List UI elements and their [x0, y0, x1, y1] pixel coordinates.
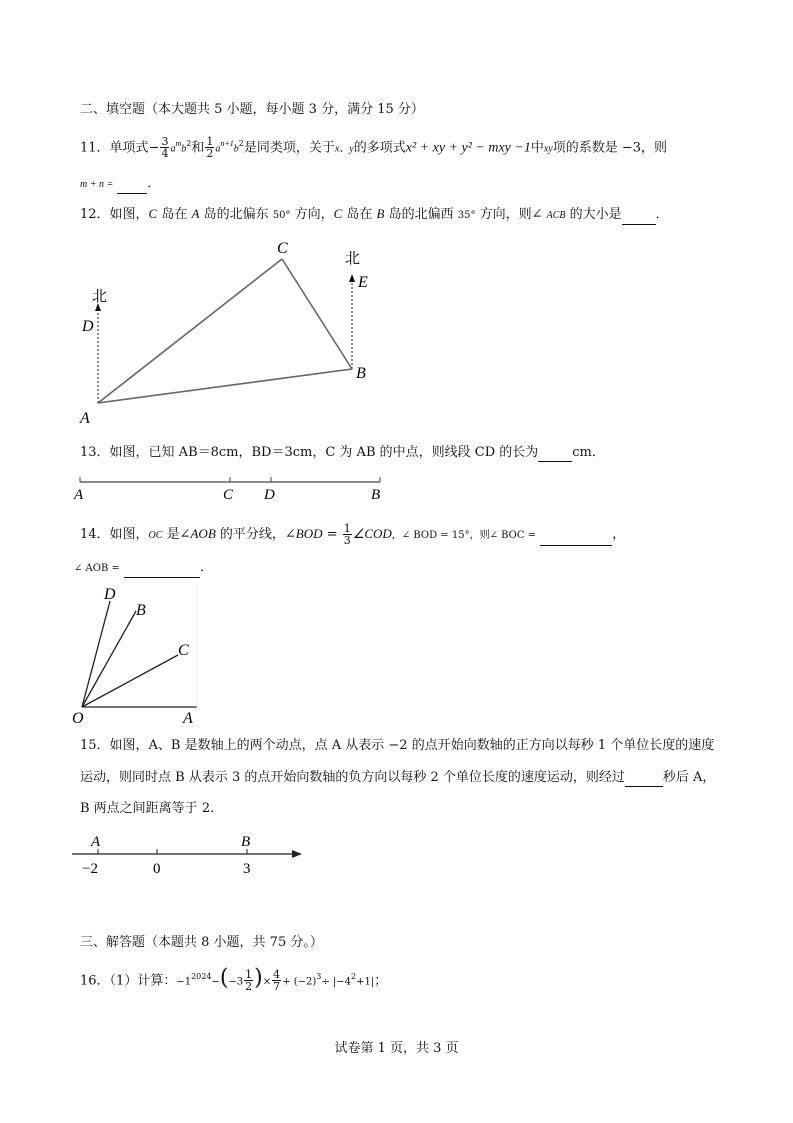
q12-lead: 12．如图， [80, 207, 149, 222]
q16-times: × [262, 976, 272, 988]
q14-answer-blank-2[interactable] [124, 577, 200, 578]
q13-label-a: A [74, 487, 84, 503]
q14-label-a: A [183, 710, 193, 726]
q11-fraction-1 [160, 136, 169, 159]
q14-bod: BOD [295, 526, 323, 541]
q16-expr-b: − [211, 976, 220, 988]
q11-vars: x、y [334, 143, 354, 155]
q12-t6: 方向，则∠ [475, 207, 547, 222]
q14-label-c: C [178, 642, 189, 659]
section-heading-3: 三、解答题（本题共 8 小题，共 75 分。） [80, 935, 323, 950]
question-15-line-3: B 两点之间距离等于 2． [80, 801, 224, 816]
q11-t1b-sup: 2 [186, 139, 192, 148]
q16-mixed-fraction [244, 969, 253, 992]
q11-mid: 中 [530, 140, 544, 156]
q13-label-c: C [223, 487, 234, 503]
q16-f2-den: 7 [273, 980, 281, 994]
q16-f-den: 2 [245, 980, 253, 994]
q16-paren-close: ) [254, 965, 263, 991]
q14-figure [70, 583, 210, 726]
q13-body: 13．如图，已知 AB＝8cm，BD＝3cm，C 为 AB 的中点，则线段 CD 的长为 [80, 445, 539, 460]
q16-f-num: 1 [245, 968, 253, 982]
q14-label-o: O [72, 710, 84, 726]
q11-f2-num: 1 [206, 135, 214, 149]
q12-label-d: D [82, 318, 94, 335]
q12-north-label-1: 北 [92, 289, 108, 305]
page-footer: 试卷第 1 页，共 3 页 [334, 1041, 459, 1056]
q14-lead: 14．如图， [80, 527, 149, 542]
q15-tick-label-neg2: −2 [82, 861, 98, 877]
q14-t3: ，∠ BOD = 15°，则∠ BOC = [391, 530, 537, 541]
q12-b: B [376, 206, 385, 221]
q14-fraction [343, 523, 352, 546]
question-13-text [80, 444, 605, 462]
q11-t1-sup: m [175, 139, 182, 148]
question-15-line-2 [80, 769, 715, 787]
q16-exp3: 2 [351, 972, 357, 981]
q11-t2: a [215, 143, 221, 155]
q11-t2-sup: n+1 [220, 139, 234, 148]
q16-exp: 2024 [191, 972, 212, 981]
q11-t1: a [170, 143, 176, 155]
q11-answer-blank[interactable] [117, 193, 147, 194]
q11-neg: − [148, 140, 160, 156]
q12-label-b: B [356, 365, 366, 382]
q12-segment-cb [282, 259, 352, 369]
q14-t1: 是∠ [162, 527, 191, 542]
q12-t4: 岛在 [342, 207, 377, 222]
q15-line2b: 秒后 A， [662, 770, 716, 785]
q16-whole: −3 [228, 976, 244, 988]
q11-fraction-2 [205, 136, 214, 159]
q11-end: ． [147, 176, 161, 191]
q14-aob-label: ∠ AOB = [74, 563, 120, 574]
q15-tick-label-0: 0 [153, 861, 161, 877]
q16-number: 16．（1）计算： [80, 973, 177, 989]
q14-ray-od [82, 601, 110, 707]
q12-t5: 岛的北偏西 [384, 207, 458, 222]
question-16-line-1 [80, 965, 388, 994]
question-11-line-2 [80, 175, 160, 194]
q14-aob: AOB [190, 526, 216, 541]
question-15-line-1: 15．如图，A、B 是数轴上的两个动点，点 A 从表示 −2 的点开始向数轴的正方向以每秒 1 个单位长度的速度 [80, 738, 715, 753]
question-12-text [80, 205, 669, 225]
q12-t3: 方向， [290, 207, 334, 222]
q12-figure [70, 235, 400, 430]
q12-t7: 的大小是 [565, 207, 622, 222]
q11-f1-num: 3 [161, 135, 169, 149]
q12-label-e: E [358, 274, 368, 291]
q11-f1-den: 4 [161, 147, 169, 161]
q12-t2: 岛的北偏东 [199, 207, 273, 222]
q11-f2-den: 2 [206, 147, 214, 161]
q14-end: ． [200, 560, 214, 575]
q14-cod: ∠COD [352, 526, 392, 541]
q14-label-b: B [136, 602, 146, 619]
q14-oc: OC [148, 530, 163, 541]
q15-number-line [68, 830, 308, 878]
q15-answer-blank[interactable] [625, 786, 663, 787]
q11-mn: m + n = [80, 179, 114, 190]
question-14-line-1 [80, 523, 625, 546]
q16-f2-num: 4 [273, 968, 281, 982]
question-11-line-1 [80, 135, 667, 159]
q12-deg1: 50° [272, 210, 291, 221]
q16-end: ； [374, 973, 388, 989]
q12-label-c: C [277, 240, 288, 257]
q15-label-a: A [91, 834, 101, 850]
q14-t2: 的平分线，∠ [215, 527, 296, 542]
q12-a: A [191, 206, 200, 221]
q13-label-b: B [371, 487, 381, 503]
q16-fraction-2 [272, 969, 281, 992]
q15-label-b: B [241, 834, 251, 850]
q16-expr-c: + (−2) [282, 976, 317, 988]
q12-c2: C [333, 206, 343, 221]
section-heading: 二、填空题（本大题共 5 小题，每小题 3 分，满分 15 分） [80, 102, 424, 117]
question-14-line-2 [74, 559, 213, 578]
q14-comma: ， [612, 527, 626, 542]
q11-t1b: b [181, 143, 187, 155]
q16-paren-open: ( [219, 965, 229, 991]
q11-poly-intro: 的多项式 [353, 140, 406, 156]
q12-end: ． [655, 207, 669, 222]
q14-answer-blank-1[interactable] [540, 545, 612, 546]
q12-arrow-b-icon [349, 274, 355, 282]
q14-f-den: 3 [343, 534, 351, 547]
q16-expr-a: −1 [176, 976, 192, 988]
q11-and: 和 [191, 140, 205, 156]
q11-coef-text: 项的系数是 −3，则 [552, 140, 668, 156]
q11-poly: x² + xy + y² − mxy −1 [405, 140, 531, 156]
q16-expr-d: ÷ |−4 [321, 976, 352, 988]
q11-number: 11．单项式 [80, 140, 149, 156]
q12-c: C [148, 206, 158, 221]
q12-angle: ACB [546, 210, 566, 221]
q14-f-num: 1 [343, 522, 351, 535]
q11-same: 是同类项，关于 [243, 140, 335, 156]
q14-eq: = [322, 527, 342, 542]
q13-figure [70, 470, 400, 505]
q16-exp2: 3 [316, 972, 322, 981]
q11-t2b: b [233, 143, 239, 155]
q12-label-a: A [80, 410, 90, 427]
q16-expr-e: +1| [356, 976, 375, 988]
q13-label-d: D [264, 487, 275, 503]
q11-term: xy [543, 143, 553, 155]
q12-deg2: 35° [457, 210, 476, 221]
q12-answer-blank[interactable] [622, 224, 656, 225]
q12-north-label-2: 北 [345, 251, 361, 267]
q14-label-d: D [104, 586, 116, 603]
q15-axis-arrow-icon [292, 850, 302, 858]
q13-answer-blank[interactable] [538, 461, 572, 462]
q15-line2a: 运动，则同时点 B 从表示 3 的点开始向数轴的负方向以每秒 2 个单位长度的速度运动，则经过 [80, 770, 625, 785]
q11-t2b-sup: 2 [238, 139, 244, 148]
q12-t1: 岛在 [157, 207, 192, 222]
q15-tick-label-3: 3 [243, 861, 251, 877]
q13-unit: cm． [572, 445, 605, 460]
